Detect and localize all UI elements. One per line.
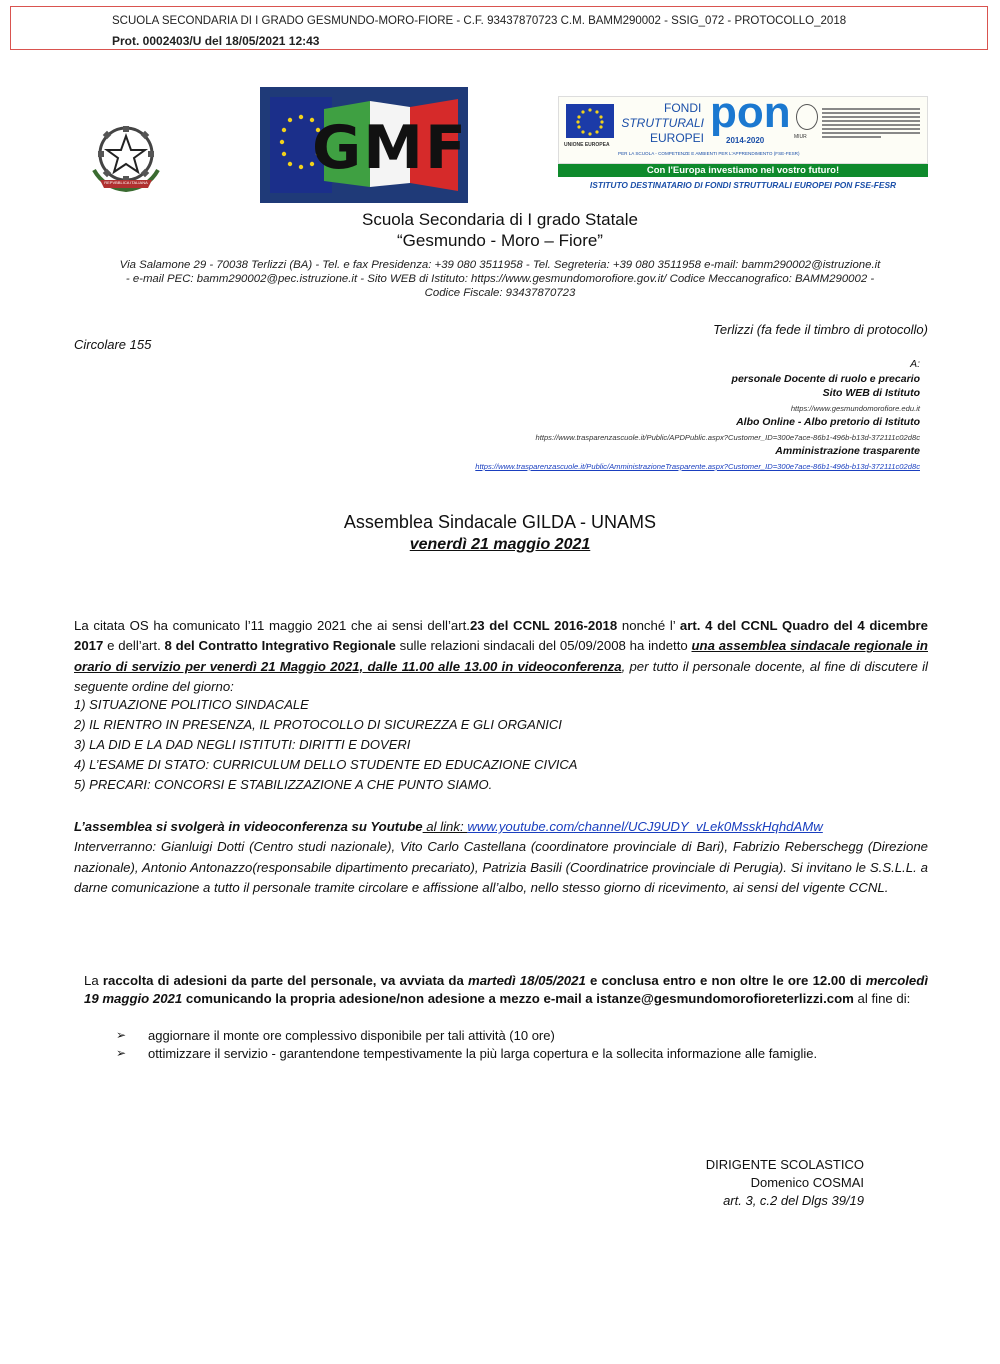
p3-text-d: e conclusa entro e non oltre le ore 12.00 di: [585, 973, 866, 988]
paragraph-youtube: [74, 817, 928, 899]
signature-role: DIRIGENTE SCOLASTICO: [705, 1157, 864, 1172]
recipient-4: Amministrazione trasparente: [775, 445, 920, 457]
recipients-to: A:: [910, 358, 920, 370]
miur-text-lines: [822, 106, 920, 140]
recipient-2: Sito WEB di Istituto: [822, 387, 920, 399]
address-line-2: - e-mail PEC: bamm290002@pec.istruzione.it - Sito WEB di Istituto: https://www.gesmundomorofiore.gov.it/ Codice Meccanografico: BAMM290002 -: [125, 273, 875, 285]
paragraph-announcement: [74, 616, 928, 698]
pon-eu-label: UNIONE EUROPEA: [564, 142, 610, 148]
bullet-arrow-icon: ➢: [116, 1046, 127, 1060]
p1-text-c: nonché l’: [617, 618, 680, 633]
p3-text-b: raccolta di adesioni da parte del personale, va avviata da: [102, 973, 468, 988]
p1-ccnl-ref: 23 del CCNL 2016-2018: [469, 618, 618, 633]
protocol-line-1: SCUOLA SECONDARIA DI I GRADO GESMUNDO-MORO-FIORE - C.F. 93437870723 C.M. BAMM290002 - SSIG_072 - PROTOCOLLO_2018: [112, 15, 847, 27]
p3-email-instruction: comunicando la propria adesione/non adesione a mezzo e-mail a istanze@gesmundomorofioreterlizzi.com: [182, 991, 854, 1007]
address-line-3: Codice Fiscale: 93437870723: [424, 287, 576, 299]
gmf-logo: [260, 87, 468, 203]
school-name-line-1: Scuola Secondaria di I grado Statale: [362, 210, 638, 229]
circolare-number: Circolare 155: [74, 337, 152, 352]
pon-slogan: Con l'Europa investiamo nel vostro futuro!: [558, 164, 928, 177]
pon-destinatario: ISTITUTO DESTINATARIO DI FONDI STRUTTURALI EUROPEI PON FSE-FESR: [589, 180, 897, 190]
document-title: Assemblea Sindacale GILDA - UNAMS: [343, 512, 657, 532]
agenda-item-5: 5) PRECARI: CONCORSI E STABILIZZAZIONE A CHE PUNTO SIAMO.: [74, 777, 493, 792]
pon-miur-label: MIUR: [794, 134, 807, 140]
recipient-2-url[interactable]: https://www.gesmundomorofiore.edu.it: [790, 404, 920, 413]
recipient-3: Albo Online - Albo pretorio di Istituto: [736, 416, 920, 428]
p1-text-a: La citata OS ha comunicato l’11 maggio 2021 che ai sensi dell’art.: [74, 618, 470, 633]
speakers-text: Interverranno: Gianluigi Dotti (Centro studi nazionale), Vito Carlo Castellana (coordinatore provinciale di Bari), Fabrizio Reberschegg (Direzione nazionale), Antonio Antonazzo(responsabile dipartimento precariato), Patrizia Basili (Coordinatrice provinciale di Perugia). Si invitano le S.S.L.L. a darne comunicazione a tutto il personale tramite circolare e affissione all’albo, nello stesso giorno di ricevimento, ai sensi del vigente CCNL.: [74, 839, 928, 896]
paragraph-adhesion: [84, 972, 928, 1009]
pon-fondi-2: STRUTTURALI: [621, 116, 704, 130]
bullet-item-2: ottimizzare il servizio - garantendone tempestivamente la più larga copertura e la sollecita informazione alle famiglie.: [148, 1046, 818, 1061]
signature-name: Domenico COSMAI: [750, 1175, 864, 1190]
bullet-item-1: aggiornare il monte ore complessivo disponibile per tali attività (10 ore): [148, 1028, 555, 1043]
pon-years: 2014-2020: [726, 136, 765, 145]
pon-banner: [558, 88, 928, 196]
address-line-1: Via Salamone 29 - 70038 Terlizzi (BA) - Tel. e fax Presidenza: +39 080 3511958 - Tel. Segreteria: +39 080 3511958 e-mail: bamm290002@istruzione.it: [119, 259, 881, 271]
bullet-arrow-icon: ➢: [116, 1028, 127, 1042]
protocol-number: Prot. 0002403/U del 18/05/2021 12:43: [112, 34, 320, 48]
signature-reference: art. 3, c.2 del Dlgs 39/19: [723, 1193, 864, 1208]
youtube-link[interactable]: www.youtube.com/channel/UCJ9UDY_vLek0MsskHqhdAMw: [467, 819, 823, 834]
emblem-caption: REPVBBLICA ITALIANA: [104, 180, 148, 185]
document-date: venerdì 21 maggio 2021: [409, 536, 591, 553]
miur-emblem-icon: [796, 104, 818, 130]
p3-start-date: martedì 18/05/2021: [467, 973, 586, 988]
p1-contratto-ref: 8 del Contratto Integrativo Regionale: [164, 638, 396, 654]
youtube-at-link: al link:: [422, 819, 468, 834]
p1-text-i: , per tutto il personale docente, al fine di discutere il seguente ordine del giorno:: [74, 658, 928, 695]
p3-end-date: mercoledì 19 maggio 2021: [84, 973, 928, 1007]
agenda-item-1: 1) SITUAZIONE POLITICO SINDACALE: [74, 697, 309, 712]
recipient-4-url[interactable]: https://www.trasparenzascuole.it/Public/AmministrazioneTrasparente.aspx?Customer_ID=300e7ace-86b1-496b-b13d-372111c02d8c: [475, 462, 920, 471]
p3-text-a: La: [84, 973, 103, 988]
p1-assembly-details: una assemblea sindacale regionale in orario di servizio per venerdì 21 Maggio 2021, dalle 11.00 alle 13.00 in videoconferenza: [74, 638, 928, 674]
p1-text-g: sulle relazioni sindacali del 05/09/2008 ha indetto: [395, 638, 692, 654]
place-date: Terlizzi (fa fede il timbro di protocollo): [713, 322, 928, 337]
agenda-item-2: 2) IL RIENTRO IN PRESENZA, IL PROTOCOLLO DI SICUREZZA E GLI ORGANICI: [74, 717, 562, 732]
pon-small-label: PER LA SCUOLA - COMPETENZE E AMBIENTI PER L'APPRENDIMENTO (FSE-FESR): [618, 151, 800, 156]
pon-fondi-3: EUROPEI: [649, 131, 704, 145]
agenda-item-4: 4) L’ESAME DI STATO: CURRICULUM DELLO STUDENTE ED EDUCAZIONE CIVICA: [74, 757, 578, 772]
gmf-logo-text: GMF: [312, 113, 468, 183]
italian-republic-emblem-icon: [84, 118, 168, 196]
eu-flag-icon: [566, 104, 614, 138]
recipient-1: personale Docente di ruolo e precario: [731, 373, 920, 385]
pon-word: pon: [710, 88, 791, 137]
recipient-3-url[interactable]: https://www.trasparenzascuole.it/Public/APDPublic.aspx?Customer_ID=300e7ace-86b1-496b-b13d-372111c02d8c: [535, 433, 920, 442]
agenda-item-3: 3) LA DID E LA DAD NEGLI ISTITUTI: DIRITTI E DOVERI: [74, 737, 411, 752]
p1-ccnl-quadro-ref: art. 4 del CCNL Quadro del 4 dicembre 2017: [74, 618, 928, 654]
p3-text-g: al fine di:: [853, 991, 911, 1007]
pon-fondi-1: FONDI: [664, 101, 702, 115]
p1-text-e: e dell’art.: [103, 638, 165, 654]
school-name-line-2: “Gesmundo - Moro – Fiore”: [397, 231, 603, 250]
youtube-intro: L’assemblea si svolgerà in videoconferenza su Youtube: [74, 819, 423, 834]
